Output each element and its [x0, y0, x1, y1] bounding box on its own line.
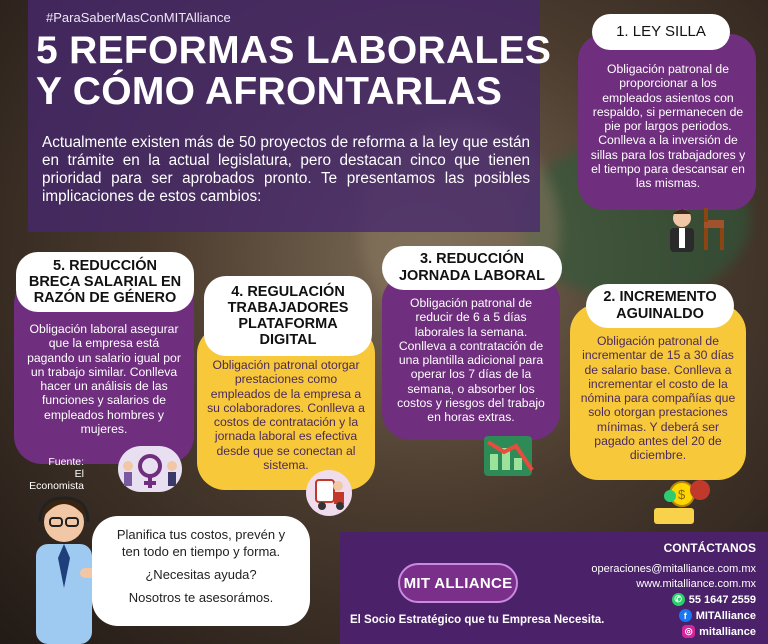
- contact-instagram[interactable]: [682, 625, 756, 638]
- platform-worker-icon: [306, 470, 352, 516]
- contact-whatsapp[interactable]: [672, 593, 756, 606]
- facebook-icon: f: [679, 609, 692, 622]
- card-ley-silla: [578, 34, 756, 210]
- card-title-incremento-aguinaldo: [586, 284, 734, 328]
- speech-bubble: [92, 516, 310, 626]
- email-text[interactable]: operaciones@mitalliance.com.mx: [591, 563, 756, 575]
- card-title-text: 5. REDUCCIÓN: [53, 258, 157, 274]
- contact-web[interactable]: [636, 578, 756, 590]
- instagram-text[interactable]: mitalliance: [699, 625, 756, 638]
- card-title-text: RAZÓN DE GÉNERO: [33, 290, 177, 306]
- card-body: Obligación patronal de reducir de 6 a 5 días laborales la semana. Conlleva a contratación de una plantilla adicional para operar los 7 días de la semana, o absorber los costos y riesgos del trabajo en horas extras.: [397, 296, 545, 425]
- bubble-question: ¿Necesitas ayuda?: [145, 567, 257, 582]
- facebook-text[interactable]: MITAlliance: [695, 609, 756, 622]
- source-label: Fuente:: [48, 456, 84, 468]
- contact-facebook[interactable]: [679, 609, 756, 622]
- brand-logo[interactable]: MIT ALLIANCE: [398, 563, 518, 603]
- title-line-2: Y CÓMO AFRONTARLAS: [36, 70, 503, 113]
- card-incremento-aguinaldo: [570, 304, 746, 480]
- source-name: El Economista: [29, 468, 84, 492]
- bubble-text: Planifica tus costos, prevén y ten todo en tiempo y forma.: [116, 527, 286, 559]
- card-title-text: BRECA SALARIAL EN: [28, 274, 182, 290]
- card-title-text: 3. REDUCCIÓN: [420, 251, 524, 267]
- gender-icon: [118, 446, 182, 492]
- source-note: [18, 456, 84, 492]
- title-line-1: 5 REFORMAS LABORALES: [36, 29, 552, 72]
- contact-title: CONTÁCTANOS: [663, 541, 756, 555]
- card-title-text: AGUINALDO: [616, 306, 704, 322]
- card-title-text: PLATAFORMA: [238, 316, 338, 332]
- chart-down-icon: [482, 430, 538, 482]
- whatsapp-icon: ✆: [672, 593, 685, 606]
- card-title-text: 4. REGULACIÓN: [231, 284, 345, 300]
- instagram-icon: ◎: [682, 625, 695, 638]
- card-body: Obligación patronal de incrementar de 15 a 30 días de salario base. Conlleva a incrementar el costo de la nómina para compañías que solo otorgan prestaciones mínimas. Y deberá ser pagado antes del 20 de diciembre.: [580, 334, 736, 463]
- card-title-text: DIGITAL: [259, 332, 317, 348]
- card-title-ley-silla: [592, 14, 730, 50]
- phone-text[interactable]: 55 1647 2559: [688, 593, 756, 606]
- card-body: Obligación laboral asegurar que la empresa está pagando un salario igual por un trabajo similar. Conlleva hacer un análisis de las funciones y salarios de empleados hombres y mujeres.: [27, 322, 181, 437]
- intro-text: Actualmente existen más de 50 proyectos de reforma a la ley que están en trámite en la actual legislatura, pero destacan cinco que tienen prioridad para ser aprobados pronto. Te presentamos las posibles implicaciones de estos cambios:: [42, 134, 530, 205]
- card-title-text: 1. LEY SILLA: [616, 23, 706, 40]
- card-body: Obligación patronal de proporcionar a los empleados asientos con respaldo, si permanecen de pie por largos periodos. Conlleva a la inversión de sillas para los trabajadores y el tiempo para descansar en las mismas.: [590, 62, 746, 191]
- card-jornada-laboral: [382, 274, 560, 440]
- contact-email[interactable]: [591, 563, 756, 575]
- web-text[interactable]: www.mitalliance.com.mx: [636, 578, 756, 590]
- hashtag: #ParaSaberMasConMITAlliance: [46, 10, 231, 25]
- card-title-text: JORNADA LABORAL: [398, 268, 546, 284]
- card-title-text: TRABAJADORES: [227, 300, 349, 316]
- card-title-text: 2. INCREMENTO: [603, 289, 717, 305]
- page-title: [36, 30, 551, 112]
- card-body: Obligación patronal otorgar prestaciones como empleados de la empresa a su colaboradores. Conlleva a costos de contratación y la jornada laboral es efectiva desde que se conectan al sistema.: [207, 358, 365, 473]
- card-title-jornada-laboral: [382, 246, 562, 290]
- brand-tagline: El Socio Estratégico que tu Empresa Necesita.: [350, 614, 605, 626]
- card-title-brecha-salarial: [16, 252, 194, 312]
- svg-text:$: $: [678, 487, 686, 502]
- card-title-plataforma-digital: [204, 276, 372, 356]
- money-gift-icon: [648, 472, 718, 530]
- waiter-illustration: [660, 204, 740, 254]
- bubble-answer: Nosotros te asesorámos.: [128, 590, 274, 605]
